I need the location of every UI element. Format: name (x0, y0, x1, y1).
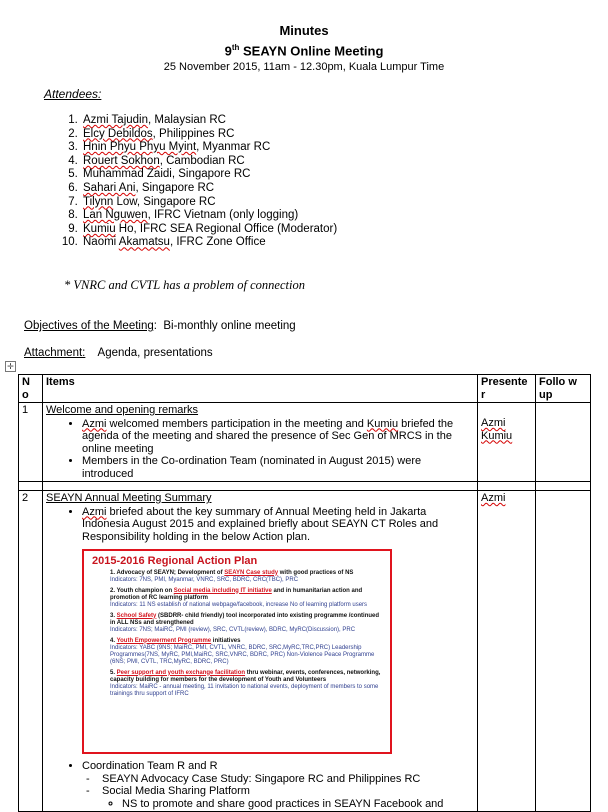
table-header-row (19, 375, 591, 403)
row-items (43, 491, 478, 812)
attachment-line: Attachment: Agenda, presentations (24, 347, 213, 359)
action-plan-item: 3. School Safety (SBDRR- child friendly) tool incorporated into existing programme /continued in ALL NSs and strengthened Indicators: 7NS; MaiRC, PMI (review), SRC, CVTL(review), BDRC, MyRC(Discussion), PRC (110, 612, 380, 633)
action-plan-title: 2015-2016 Regional Action Plan (92, 555, 258, 567)
attendees-list (63, 114, 337, 250)
item-title: Welcome and opening remarks (46, 404, 199, 416)
document-header (0, 22, 608, 75)
row-follow-up (536, 403, 591, 482)
attendee-item: 4. Rouert Sokhon, Cambodian RC (81, 155, 337, 169)
attendee-item: 8. Lan Nguwen, IFRC Vietnam (only logging) (81, 209, 337, 223)
action-plan-item: 5. Peer support and youth exchange facilitation thru webinar, events, conferences, networking, capacity building for members for the development of Youth and Volunteers Indicators: MaiRC - annual meeting, 11 invitation to national events, deployment of members to some trainings thru support of IFRC (110, 669, 381, 697)
table-row (19, 403, 591, 482)
objectives-line: Objectives of the Meeting: Bi-monthly online meeting (24, 320, 296, 332)
attendee-item: 3. Hnin Phyu Phyu Myint, Myanmar RC (81, 141, 337, 155)
move-handle-icon[interactable]: ✛ (5, 361, 16, 372)
row-follow-up (536, 491, 591, 812)
meeting-name: 9th SEAYN Online Meeting (224, 43, 384, 59)
col-header-items: Items (43, 375, 478, 403)
connection-note: * VNRC and CVTL has a problem of connection (64, 278, 305, 292)
list-item: ◦ NS to promote and share good practices in SEAYN Facebook and (122, 798, 474, 811)
attendee-item: 7. Tilynn Low, Singapore RC (81, 196, 337, 210)
attendee-item: 9. Kumiu Ho, IFRC SEA Regional Office (Moderator) (81, 223, 337, 237)
row-number: 1 (19, 403, 43, 482)
action-plan-item: 4. Youth Empowerment Programme initiatives Indicators: YABC (9NS; MaiRC, PMI, CVTL, VNRC, BDRC, SRC,MyRC,TRC,PRC) Leadership Programmes(7NS, MyRC, PMI,MaiRC, SRC,VNRC, BDRC, PRC) Non-Violence Peace Programme (6NS; PMI, CVTL, TRC,MyRC, BDRC, PRC) (110, 637, 375, 665)
attendee-item: 5. Muhammad Zaidi, Singapore RC (81, 168, 337, 182)
attendees-heading: Attendees: (44, 87, 102, 101)
col-header-follow-up: Follo w up (536, 375, 591, 403)
meeting-date: 25 November 2015, 11am - 12.30pm, Kuala Lumpur Time (163, 61, 445, 74)
attendee-item: 2. Elcy Debildos, Philippines RC (81, 128, 337, 142)
list-item: • Azmi briefed about the key summary of Annual Meeting held in Jakarta Indonesia August 2015 and explained briefly about SEAYN CT Roles and Responsibility holding in the below Action plan. (82, 506, 474, 544)
table-row (19, 491, 591, 812)
row-presenter: Azmi Kumiu (478, 403, 536, 482)
action-plan-image (82, 549, 392, 754)
attendee-item: 10. Naomi Akamatsu, IFRC Zone Office (81, 236, 337, 250)
action-plan-item: 1. Advocacy of SEAYN; Development of SEAYN Case study with good practices of NS Indicators: 7NS, PMI, Myanmar, VNRC, SRC, BDRC, CRC(TBC), PRC (110, 569, 354, 583)
item-title: SEAYN Annual Meeting Summary (46, 492, 212, 504)
attendee-item: 1. Azmi Tajudin, Malaysian RC (81, 114, 337, 128)
list-item: - SEAYN Advocacy Case Study: Singapore RC and Philippines RC (102, 773, 474, 786)
list-item: • Azmi welcomed members participation in the meeting and Kumiu briefed the agenda of the meeting and shared the presence of Sec Gen of MRCS in the online meeting (82, 418, 474, 456)
attendee-item: 6. Sahari Ani, Singapore RC (81, 182, 337, 196)
action-plan-item: 2. Youth champion on Social media including IT initiative and in humanitarian action and promotion of RC learning platform Indicators: 11 NS establish of national webpage/facebook, increase No of learning platform users (110, 587, 368, 608)
minutes-table (18, 374, 591, 812)
row-presenter: Azmi (478, 491, 536, 812)
col-header-no: N o (19, 375, 43, 403)
col-header-presenter: Presente r (478, 375, 536, 403)
list-item: - Social Media Sharing Platform ◦ NS to promote and share good practices in SEAYN Facebook and (102, 785, 474, 810)
document-title: Minutes (279, 23, 329, 38)
row-items (43, 403, 478, 482)
row-number: 2 (19, 491, 43, 812)
list-item: • Members in the Co-ordination Team (nominated in August 2015) were introduced (82, 455, 474, 480)
spacer-row (19, 482, 591, 491)
list-item: • Coordination Team R and R (82, 760, 474, 773)
